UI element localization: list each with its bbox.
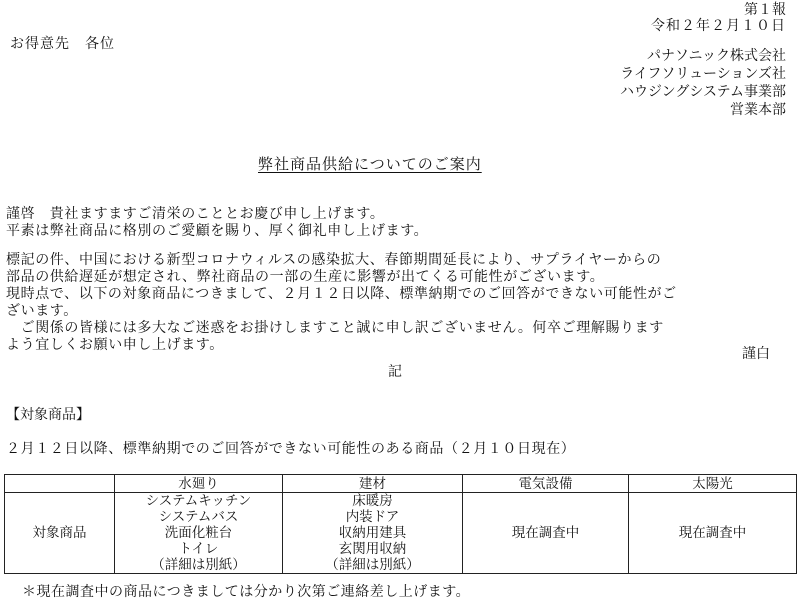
sender-office: 営業本部	[730, 102, 786, 118]
solar-status-cell: 現在調査中	[629, 493, 797, 574]
section-description: ２月１２日以降、標準納期でのご回答ができない可能性のある商品（２月１０日現在）	[6, 441, 576, 457]
target-products-table	[4, 474, 797, 574]
list-item: 収納用建具	[338, 525, 407, 541]
header-solar: 太陽光	[629, 475, 797, 493]
section-title: 【対象商品】	[6, 407, 90, 423]
greeting-line-1: 謹啓 貴社ますますご清栄のこととお慶び申し上げます。	[6, 206, 385, 222]
table-header-row	[5, 475, 797, 493]
list-item: 内装ドア	[345, 509, 400, 525]
header-electric: 電気設備	[463, 475, 629, 493]
table-row	[5, 493, 797, 574]
list-item: 洗面化粧台	[164, 525, 233, 541]
paragraph-1-line-1: 標記の件、中国における新型コロナウィルスの感染拡大、春節期間延長により、サプライヤーからの	[6, 252, 662, 268]
list-item: 玄関用収納	[338, 541, 407, 557]
sender-division: ライフソリューションズ社	[620, 66, 786, 82]
paragraph-3-line-1: ご関係の皆様には多大なご迷惑をお掛けしますこと誠に申し訳ございません。何卒ご理解賜ります	[6, 320, 664, 336]
paragraph-3-line-2: よう宜しくお願い申し上げます。	[6, 337, 224, 353]
paragraph-2-line-1: 現時点で、以下の対象商品につきまして、２月１２日以降、標準納期でのご回答ができない可能性がご	[6, 286, 677, 302]
sender-company: パナソニック株式会社	[646, 48, 786, 64]
paragraph-2-line-2: ざいます。	[6, 303, 78, 319]
paragraph-1-line-2: 部品の供給遅延が想定され、弊社商品の一部の生産に影響が出てくる可能性がございます。	[6, 269, 605, 285]
closing-word: 謹白	[742, 346, 770, 362]
list-item: （詳細は別紙）	[325, 557, 420, 573]
report-number: 第１報	[744, 2, 786, 18]
header-water: 水廻り	[115, 475, 283, 493]
footnote: ＊現在調査中の商品につきましては分かり次第ご連絡差し上げます。	[22, 584, 471, 600]
electric-status-cell: 現在調査中	[463, 493, 629, 574]
document-title: 弊社商品供給についてのご案内	[258, 155, 482, 173]
list-item: （詳細は別紙）	[151, 557, 246, 573]
document-date: 令和２年２月１０日	[651, 18, 786, 34]
row-label: 対象商品	[5, 493, 115, 574]
building-products-cell	[283, 493, 463, 574]
recipient: お得意先 各位	[10, 36, 115, 52]
list-item: トイレ	[178, 541, 219, 557]
sender-department: ハウジングシステム事業部	[620, 84, 786, 100]
list-item: 床暖房	[352, 493, 393, 509]
ki-mark: 記	[388, 364, 402, 380]
list-item: システムキッチン	[145, 493, 252, 509]
greeting-line-2: 平素は弊社商品に格別のご愛顧を賜り、厚く御礼申し上げます。	[6, 223, 429, 239]
header-building: 建材	[283, 475, 463, 493]
table-corner-cell	[5, 475, 115, 493]
list-item: システムバス	[158, 509, 239, 525]
water-products-cell	[115, 493, 283, 574]
